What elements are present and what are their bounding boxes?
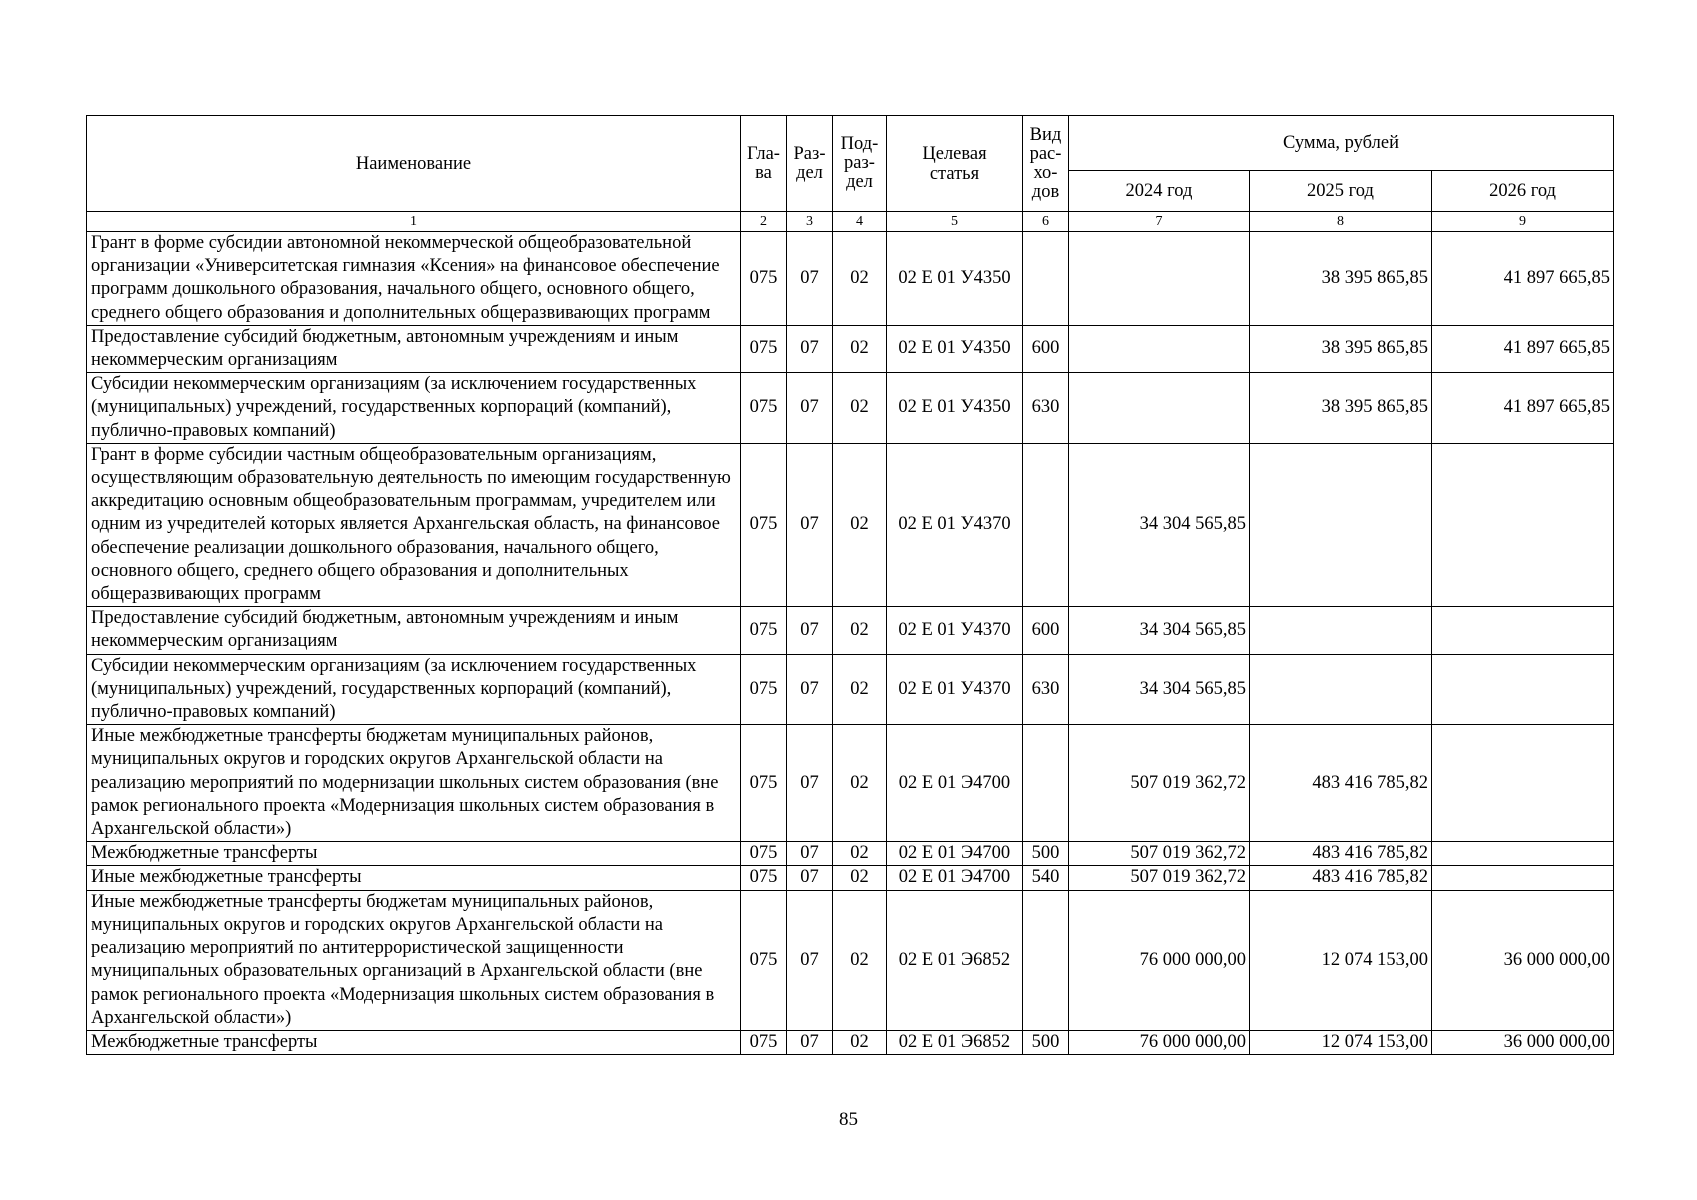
row-vid-cell: 630 xyxy=(1023,654,1069,725)
row-amount-2026-cell: 36 000 000,00 xyxy=(1432,1030,1614,1054)
row-vid-cell: 630 xyxy=(1023,373,1069,444)
row-glava-cell: 075 xyxy=(741,232,787,326)
row-target-cell: 02 Е 01 У4370 xyxy=(887,443,1023,606)
row-target-cell: 02 Е 01 Э6852 xyxy=(887,1030,1023,1054)
column-number: 2 xyxy=(741,212,787,232)
table-row xyxy=(87,373,1614,444)
row-amount-2024-cell: 34 304 565,85 xyxy=(1069,607,1250,654)
row-vid-cell xyxy=(1023,232,1069,326)
row-name-cell: Иные межбюджетные трансферты xyxy=(87,866,741,890)
table-row xyxy=(87,443,1614,606)
table-row xyxy=(87,842,1614,866)
row-razdel-cell: 07 xyxy=(787,607,833,654)
row-amount-2026-cell xyxy=(1432,443,1614,606)
row-razdel-cell: 07 xyxy=(787,325,833,372)
row-podrazdel-cell: 02 xyxy=(833,654,887,725)
header-vid: Вид рас- хо- дов xyxy=(1023,116,1069,212)
table-body xyxy=(87,232,1614,1055)
row-name-cell: Иные межбюджетные трансферты бюджетам муниципальных районов, муниципальных округов и городских округов Архангельской области на реализацию мероприятий по модернизации школьных систем образования (вне рамок регионального проекта «Модернизация школьных систем образования в Архангельской области») xyxy=(87,725,741,842)
row-vid-cell xyxy=(1023,443,1069,606)
row-podrazdel-cell: 02 xyxy=(833,1030,887,1054)
table-row xyxy=(87,232,1614,326)
row-name-cell: Предоставление субсидий бюджетным, автономным учреждениям и иным некоммерческим организациям xyxy=(87,325,741,372)
header-name: Наименование xyxy=(87,116,741,212)
row-podrazdel-cell: 02 xyxy=(833,866,887,890)
row-amount-2025-cell: 483 416 785,82 xyxy=(1250,842,1432,866)
row-amount-2024-cell: 34 304 565,85 xyxy=(1069,443,1250,606)
row-razdel-cell: 07 xyxy=(787,725,833,842)
row-amount-2025-cell: 38 395 865,85 xyxy=(1250,325,1432,372)
row-target-cell: 02 Е 01 У4350 xyxy=(887,232,1023,326)
row-glava-cell: 075 xyxy=(741,654,787,725)
header-glava: Гла- ва xyxy=(741,116,787,212)
row-name-cell: Субсидии некоммерческим организациям (за исключением государственных (муниципальных) учреждений, государственных корпораций (компаний), публично-правовых компаний) xyxy=(87,654,741,725)
row-target-cell: 02 Е 01 Э4700 xyxy=(887,725,1023,842)
row-amount-2024-cell: 507 019 362,72 xyxy=(1069,866,1250,890)
row-vid-cell: 600 xyxy=(1023,607,1069,654)
row-amount-2026-cell xyxy=(1432,725,1614,842)
row-podrazdel-cell: 02 xyxy=(833,725,887,842)
header-target: Целевая статья xyxy=(887,116,1023,212)
column-number: 5 xyxy=(887,212,1023,232)
row-target-cell: 02 Е 01 Э4700 xyxy=(887,842,1023,866)
row-razdel-cell: 07 xyxy=(787,842,833,866)
row-amount-2024-cell: 507 019 362,72 xyxy=(1069,842,1250,866)
row-name-cell: Грант в форме субсидии частным общеобразовательным организациям, осуществляющим образовательную деятельность по имеющим государственную аккредитацию основным общеобразовательным программам, учредителем или одним из учредителей которых является Архангельская область, на финансовое обеспечение реализации дошкольного образования, начального общего, основного общего, среднего общего образования и дополнительных общеразвивающих программ xyxy=(87,443,741,606)
row-name-cell: Субсидии некоммерческим организациям (за исключением государственных (муниципальных) учреждений, государственных корпораций (компаний), публично-правовых компаний) xyxy=(87,373,741,444)
row-amount-2024-cell: 76 000 000,00 xyxy=(1069,890,1250,1030)
row-glava-cell: 075 xyxy=(741,890,787,1030)
row-podrazdel-cell: 02 xyxy=(833,443,887,606)
row-glava-cell: 075 xyxy=(741,607,787,654)
row-amount-2025-cell xyxy=(1250,607,1432,654)
row-name-cell: Грант в форме субсидии автономной некоммерческой общеобразовательной организации «Университетская гимназия «Ксения» на финансовое обеспечение программ дошкольного образования, начального общего, основного общего, среднего общего образования и дополнительных общеразвивающих программ xyxy=(87,232,741,326)
table-row xyxy=(87,725,1614,842)
row-target-cell: 02 Е 01 У4350 xyxy=(887,373,1023,444)
row-amount-2024-cell xyxy=(1069,232,1250,326)
table-row xyxy=(87,890,1614,1030)
row-amount-2025-cell xyxy=(1250,654,1432,725)
row-amount-2025-cell: 12 074 153,00 xyxy=(1250,1030,1432,1054)
column-number: 1 xyxy=(87,212,741,232)
row-razdel-cell: 07 xyxy=(787,890,833,1030)
row-amount-2024-cell: 34 304 565,85 xyxy=(1069,654,1250,725)
row-amount-2025-cell: 38 395 865,85 xyxy=(1250,232,1432,326)
row-razdel-cell: 07 xyxy=(787,232,833,326)
column-number: 7 xyxy=(1069,212,1250,232)
header-sum-group: Сумма, рублей xyxy=(1069,116,1614,171)
row-name-cell: Иные межбюджетные трансферты бюджетам муниципальных районов, муниципальных округов и городских округов Архангельской области на реализацию мероприятий по антитеррористической защищенности муниципальных образовательных организаций в Архангельской области (вне рамок регионального проекта «Модернизация школьных систем образования в Архангельской области») xyxy=(87,890,741,1030)
column-number: 8 xyxy=(1250,212,1432,232)
row-target-cell: 02 Е 01 Э6852 xyxy=(887,890,1023,1030)
row-amount-2026-cell: 41 897 665,85 xyxy=(1432,325,1614,372)
row-amount-2025-cell: 12 074 153,00 xyxy=(1250,890,1432,1030)
row-razdel-cell: 07 xyxy=(787,866,833,890)
row-vid-cell: 540 xyxy=(1023,866,1069,890)
row-target-cell: 02 Е 01 У4370 xyxy=(887,654,1023,725)
row-podrazdel-cell: 02 xyxy=(833,232,887,326)
row-amount-2025-cell: 483 416 785,82 xyxy=(1250,866,1432,890)
row-target-cell: 02 Е 01 У4370 xyxy=(887,607,1023,654)
row-podrazdel-cell: 02 xyxy=(833,890,887,1030)
row-amount-2026-cell xyxy=(1432,842,1614,866)
row-amount-2026-cell: 41 897 665,85 xyxy=(1432,232,1614,326)
row-glava-cell: 075 xyxy=(741,443,787,606)
row-amount-2024-cell xyxy=(1069,325,1250,372)
table-row xyxy=(87,325,1614,372)
page-number: 85 xyxy=(839,1109,858,1130)
column-number: 6 xyxy=(1023,212,1069,232)
column-number: 4 xyxy=(833,212,887,232)
column-number: 3 xyxy=(787,212,833,232)
row-amount-2024-cell: 76 000 000,00 xyxy=(1069,1030,1250,1054)
row-target-cell: 02 Е 01 Э4700 xyxy=(887,866,1023,890)
header-razdel: Раз- дел xyxy=(787,116,833,212)
row-glava-cell: 075 xyxy=(741,866,787,890)
column-number: 9 xyxy=(1432,212,1614,232)
row-name-cell: Предоставление субсидий бюджетным, автономным учреждениям и иным некоммерческим организациям xyxy=(87,607,741,654)
row-target-cell: 02 Е 01 У4350 xyxy=(887,325,1023,372)
row-amount-2025-cell: 483 416 785,82 xyxy=(1250,725,1432,842)
row-amount-2026-cell: 36 000 000,00 xyxy=(1432,890,1614,1030)
row-podrazdel-cell: 02 xyxy=(833,325,887,372)
row-name-cell: Межбюджетные трансферты xyxy=(87,1030,741,1054)
budget-table xyxy=(86,115,1614,1055)
header-year-2026: 2026 год xyxy=(1432,171,1614,212)
row-podrazdel-cell: 02 xyxy=(833,373,887,444)
row-glava-cell: 075 xyxy=(741,325,787,372)
row-razdel-cell: 07 xyxy=(787,373,833,444)
header-podrazdel: Под- раз- дел xyxy=(833,116,887,212)
header-year-2024: 2024 год xyxy=(1069,171,1250,212)
row-razdel-cell: 07 xyxy=(787,1030,833,1054)
table-row xyxy=(87,1030,1614,1054)
row-glava-cell: 075 xyxy=(741,1030,787,1054)
row-vid-cell xyxy=(1023,725,1069,842)
row-amount-2024-cell xyxy=(1069,373,1250,444)
table-row xyxy=(87,607,1614,654)
row-amount-2026-cell: 41 897 665,85 xyxy=(1432,373,1614,444)
row-glava-cell: 075 xyxy=(741,725,787,842)
row-razdel-cell: 07 xyxy=(787,443,833,606)
row-glava-cell: 075 xyxy=(741,842,787,866)
row-podrazdel-cell: 02 xyxy=(833,607,887,654)
table-row xyxy=(87,866,1614,890)
row-vid-cell xyxy=(1023,890,1069,1030)
row-glava-cell: 075 xyxy=(741,373,787,444)
row-amount-2025-cell: 38 395 865,85 xyxy=(1250,373,1432,444)
column-number-row xyxy=(87,212,1614,232)
row-amount-2024-cell: 507 019 362,72 xyxy=(1069,725,1250,842)
table-row xyxy=(87,654,1614,725)
row-vid-cell: 600 xyxy=(1023,325,1069,372)
header-year-2025: 2025 год xyxy=(1250,171,1432,212)
row-vid-cell: 500 xyxy=(1023,842,1069,866)
row-name-cell: Межбюджетные трансферты xyxy=(87,842,741,866)
row-amount-2026-cell xyxy=(1432,654,1614,725)
row-amount-2025-cell xyxy=(1250,443,1432,606)
row-amount-2026-cell xyxy=(1432,607,1614,654)
row-amount-2026-cell xyxy=(1432,866,1614,890)
row-razdel-cell: 07 xyxy=(787,654,833,725)
row-vid-cell: 500 xyxy=(1023,1030,1069,1054)
row-podrazdel-cell: 02 xyxy=(833,842,887,866)
